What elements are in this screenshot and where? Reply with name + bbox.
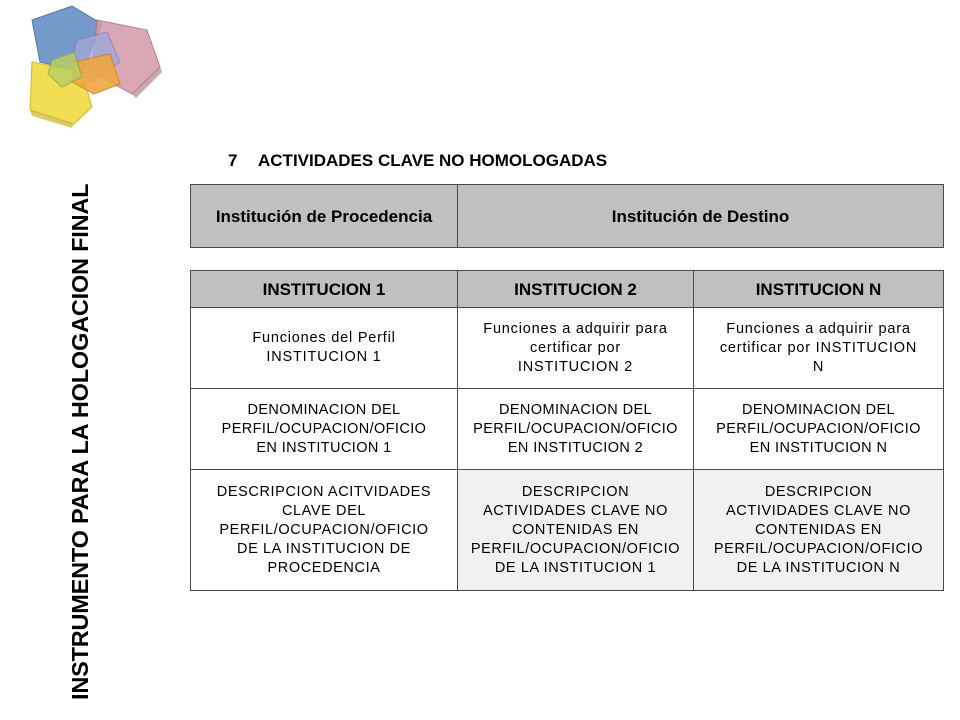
table-row (191, 470, 944, 591)
column-header: INSTITUCION 2 (458, 271, 694, 308)
activities-table (190, 270, 944, 591)
side-title: INSTRUMENTO PARA LA HOLOGACION FINAL (67, 183, 93, 700)
table-row (191, 389, 944, 470)
table-row (191, 308, 944, 389)
cube-logo (22, 2, 172, 132)
table-cell: Funciones del Perfil INSTITUCION 1 (191, 308, 458, 389)
section-heading (228, 151, 607, 171)
section-number: 7 (228, 151, 238, 170)
institutions-header-table (190, 184, 944, 248)
column-header: INSTITUCION 1 (191, 271, 458, 308)
table-cell: DENOMINACION DEL PERFIL/OCUPACION/OFICIO EN INSTITUCION 1 (191, 389, 458, 470)
table-cell: DESCRIPCION ACITVIDADES CLAVE DEL PERFIL/OCUPACION/OFICIO DE LA INSTITUCION DE PROCEDENCIA (191, 470, 458, 591)
origin-institution-header: Institución de Procedencia (191, 185, 458, 248)
table-cell: DENOMINACION DEL PERFIL/OCUPACION/OFICIO EN INSTITUCION 2 (458, 389, 694, 470)
section-title: ACTIVIDADES CLAVE NO HOMOLOGADAS (258, 151, 608, 170)
table-cell: DESCRIPCION ACTIVIDADES CLAVE NO CONTENIDAS EN PERFIL/OCUPACION/OFICIO DE LA INSTITUCION 1 (458, 470, 694, 591)
table-cell: Funciones a adquirir para certificar por INSTITUCION 2 (458, 308, 694, 389)
table-cell: Funciones a adquirir para certificar por INSTITUCION N (694, 308, 944, 389)
destination-institution-header: Institución de Destino (458, 185, 944, 248)
table-cell: DENOMINACION DEL PERFIL/OCUPACION/OFICIO EN INSTITUCION N (694, 389, 944, 470)
column-header: INSTITUCION N (694, 271, 944, 308)
table-cell: DESCRIPCION ACTIVIDADES CLAVE NO CONTENIDAS EN PERFIL/OCUPACION/OFICIO DE LA INSTITUCION N (694, 470, 944, 591)
table-header-row (191, 271, 944, 308)
